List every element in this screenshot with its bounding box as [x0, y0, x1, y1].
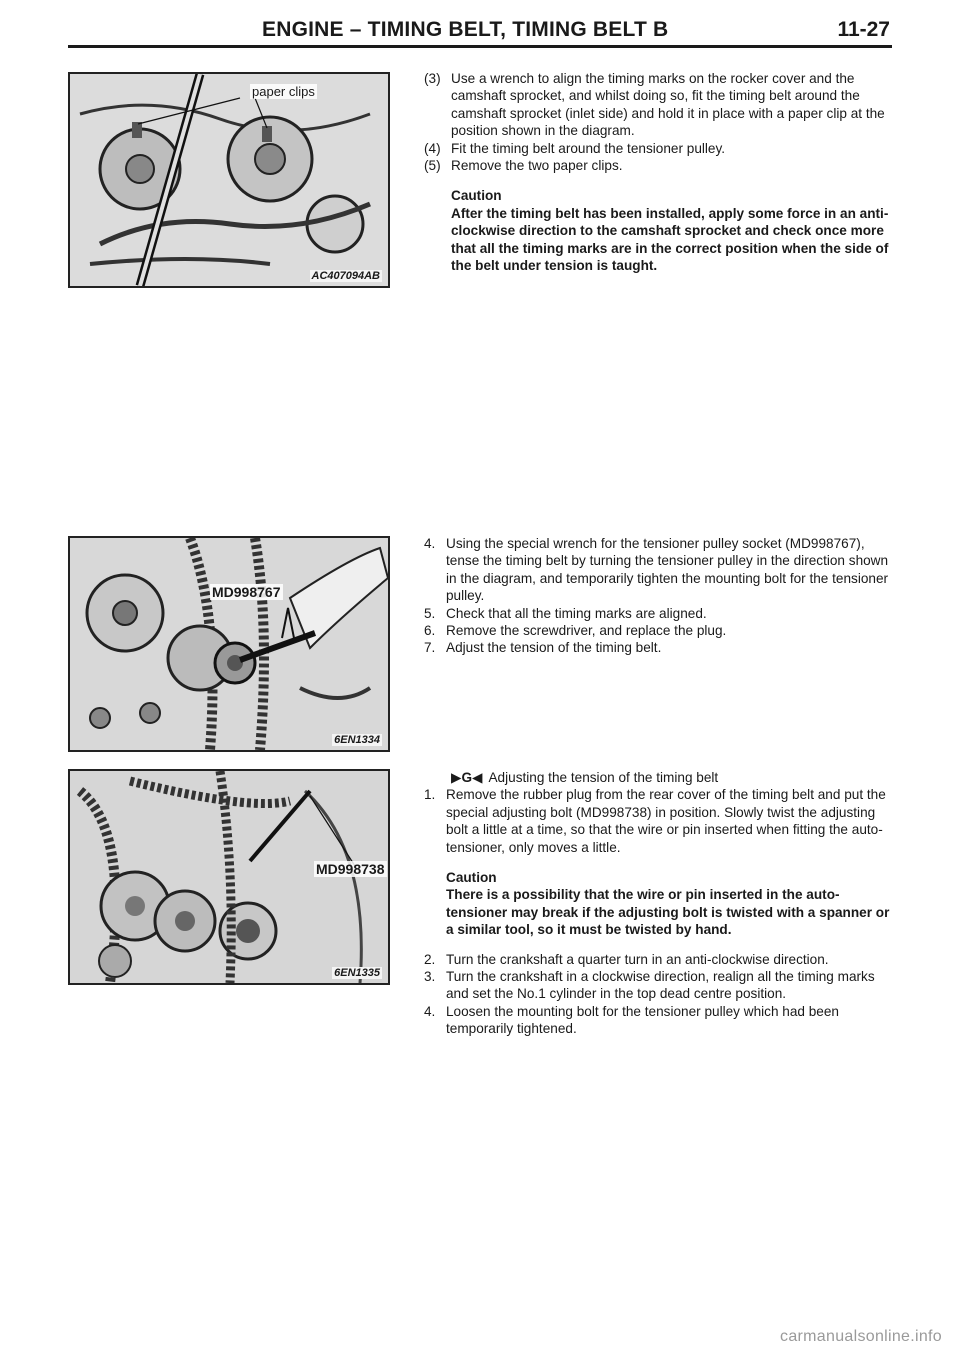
page-number: 11-27 — [837, 18, 890, 41]
list-item — [424, 1003, 894, 1038]
section-2 — [424, 535, 894, 657]
list-item — [424, 535, 894, 605]
caution-box — [446, 869, 894, 939]
item-number: 4. — [424, 536, 436, 551]
list-item — [424, 968, 894, 1003]
item-number: (4) — [424, 140, 441, 156]
figure-code: 6EN1334 — [334, 734, 380, 746]
engine-illustration-2 — [70, 538, 388, 750]
label-md998767: MD998767 — [212, 584, 281, 600]
list-item — [424, 70, 894, 140]
item-number: (3) — [424, 71, 441, 86]
figure-paper-clips — [68, 72, 390, 288]
section-1 — [424, 70, 894, 274]
list-item — [424, 140, 894, 157]
list-item — [424, 639, 894, 656]
caution-title: Caution — [451, 188, 502, 204]
caution-text: There is a possibility that the wire or pin inserted in the auto-tensioner may break if the adjusting bolt is twisted with a spanner or a similar tool, so it must be twisted by hand. — [446, 887, 890, 938]
item-number: 3. — [424, 969, 436, 985]
item-text: Remove the rubber plug from the rear cover of the timing belt and put the special adjusting bolt (MD998738) in position. Slowly twist the adjusting bolt a little at a time, so that the wire or pin inserted when fitting the auto-tensioner, only moves a little. — [446, 787, 886, 855]
item-text: Fit the timing belt around the tensioner pulley. — [451, 140, 726, 156]
label-md998738: MD998738 — [316, 861, 385, 877]
item-number: 7. — [424, 640, 436, 656]
item-number: 5. — [424, 605, 436, 621]
label-paper-clips: paper clips — [252, 84, 315, 99]
engine-illustration-1 — [70, 74, 388, 286]
caution-box — [451, 187, 894, 274]
figure-tensioner-wrench — [68, 536, 390, 752]
watermark: carmanualsonline.info — [780, 1328, 942, 1345]
item-number: 1. — [424, 787, 436, 803]
item-text: Using the special wrench for the tensioner pulley socket (MD998767), tense the timing belt by turning the tensioner pulley in the direction shown in the diagram, and temporarily tighten the mounting bolt for the tensioner pulley. — [446, 536, 889, 604]
item-text: Remove the screwdriver, and replace the plug. — [446, 623, 727, 639]
list-item — [424, 605, 894, 622]
item-text: Remove the two paper clips. — [451, 158, 623, 174]
item-text: Use a wrench to align the timing marks on the rocker cover and the camshaft sprocket, and whilst doing so, fit the timing belt around the camshaft sprocket (inlet side) and hold it in place with a paper clip at the position shown in the diagram. — [451, 71, 885, 139]
engine-illustration-3 — [70, 771, 388, 983]
section-3 — [424, 769, 894, 1038]
figure-code: AC407094AB — [311, 270, 380, 282]
section-heading-text: Adjusting the tension of the timing belt — [488, 770, 719, 785]
list-item — [424, 622, 894, 639]
item-text: Turn the crankshaft in a clockwise direction, realign all the timing marks and set the No.1 cylinder in the top dead centre position. — [446, 969, 875, 1002]
item-number: (5) — [424, 158, 441, 174]
section-heading — [451, 769, 894, 786]
caution-text: After the timing belt has been installed, apply some force in an anti-clockwise direction to the camshaft sprocket and check once more that all the timing marks are in the correct position when the side of the belt under tension is taught. — [451, 205, 889, 274]
caution-title: Caution — [446, 870, 497, 886]
item-text: Loosen the mounting bolt for the tensioner pulley which had been temporarily tightened. — [446, 1003, 839, 1037]
item-number: 2. — [424, 951, 436, 967]
figure-code: 6EN1335 — [334, 967, 380, 979]
page-title: ENGINE – TIMING BELT, TIMING BELT B — [262, 18, 669, 41]
section-marker: ▶G◀ — [451, 770, 483, 785]
item-text: Check that all the timing marks are aligned. — [446, 605, 707, 621]
list-item — [424, 157, 894, 174]
item-number: 4. — [424, 1003, 436, 1019]
header-rule — [68, 45, 892, 48]
item-text: Adjust the tension of the timing belt. — [446, 640, 662, 656]
figure-adjusting-bolt — [68, 769, 390, 985]
list-item — [424, 951, 894, 968]
list-item — [424, 786, 894, 856]
item-text: Turn the crankshaft a quarter turn in an anti-clockwise direction. — [446, 951, 829, 967]
item-number: 6. — [424, 623, 436, 639]
